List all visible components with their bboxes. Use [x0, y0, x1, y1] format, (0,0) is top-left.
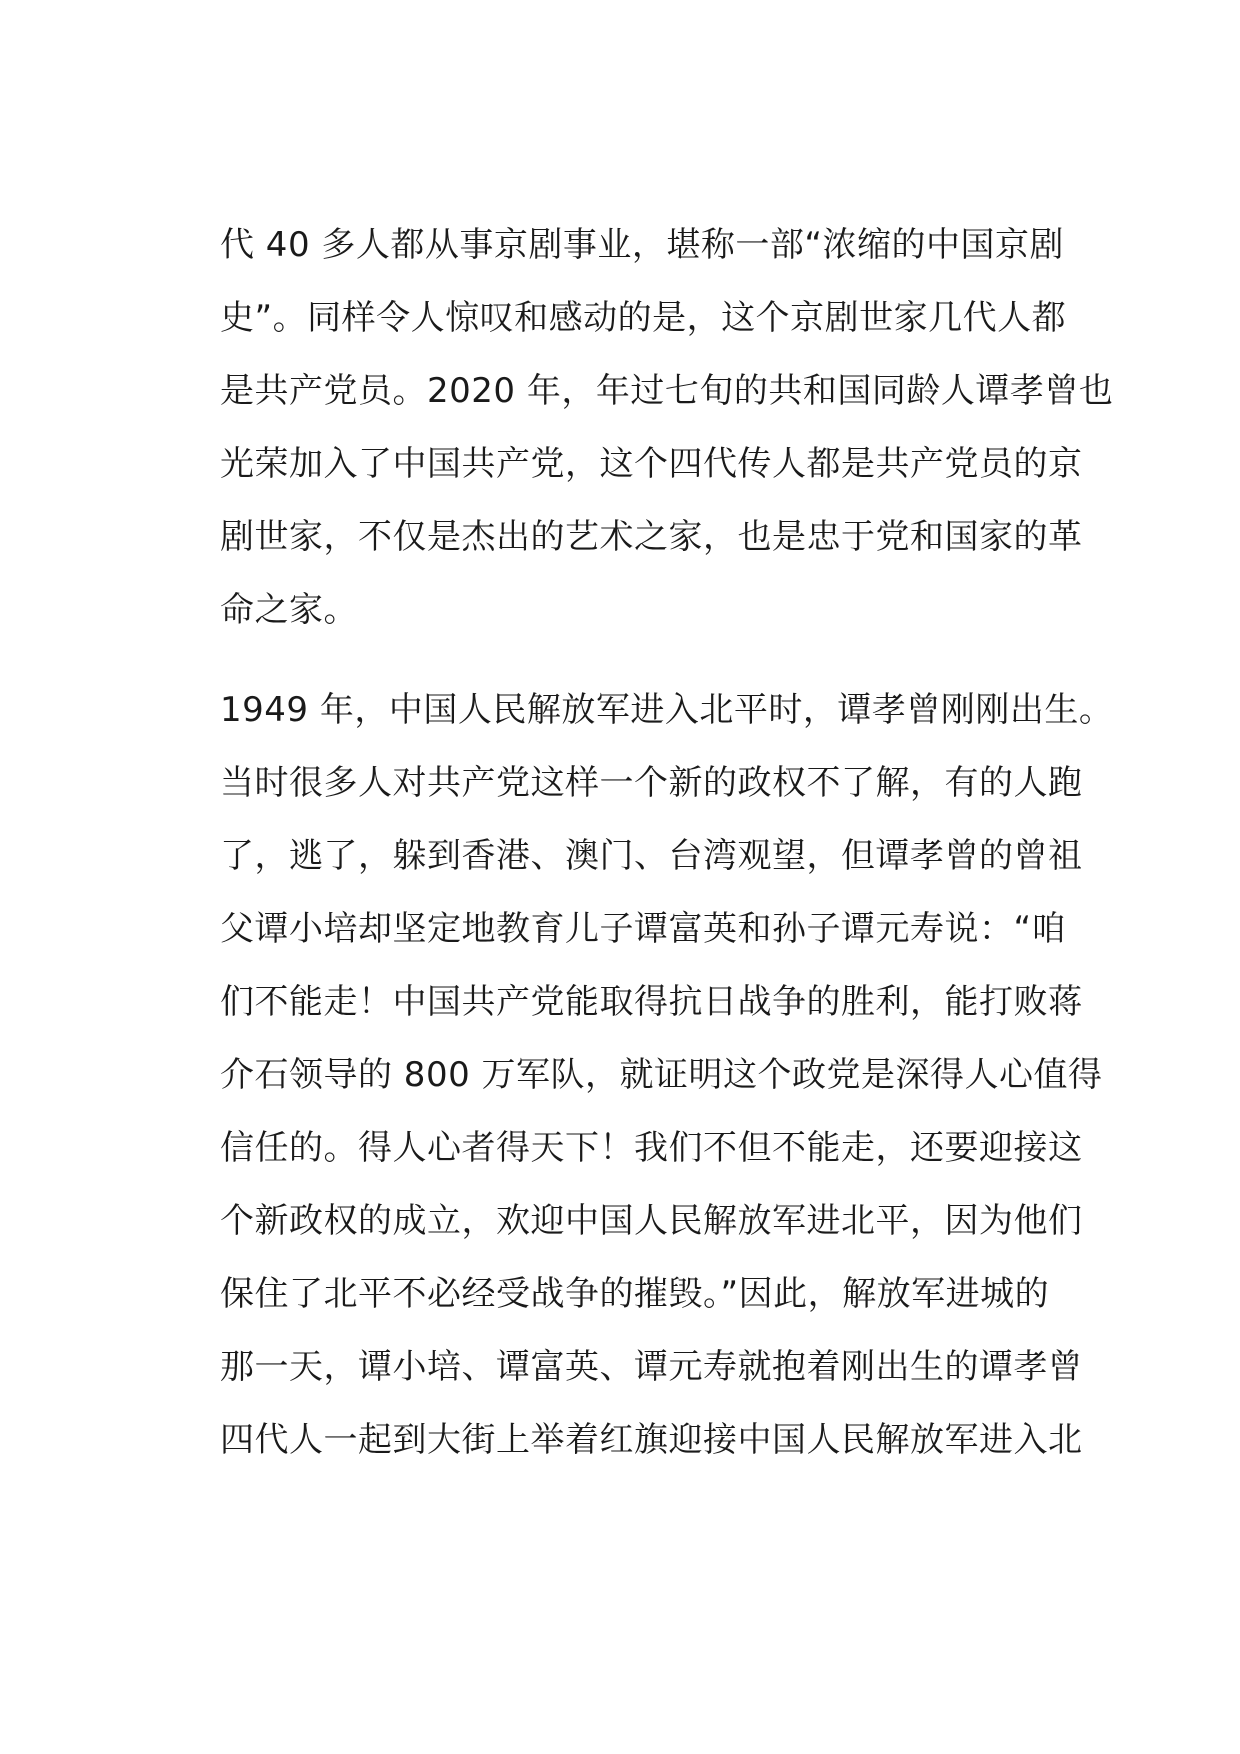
text-line: 信任的。得人心者得天下！我们不但不能走，还要迎接这 [220, 1128, 1083, 1168]
text-line: 介石领导的 800 万军队，就证明这个政党是深得人心值得 [220, 1055, 1103, 1095]
text-line: 光荣加入了中国共产党，这个四代传人都是共产党员的京 [220, 444, 1083, 484]
text-line: 剧世家，不仅是杰出的艺术之家，也是忠于党和国家的革 [220, 517, 1083, 557]
text-line: 四代人一起到大街上举着红旗迎接中国人民解放军进入北 [220, 1420, 1083, 1460]
text-line: 史”。同样令人惊叹和感动的是，这个京剧世家几代人都 [220, 298, 1067, 338]
text-line: 那一天，谭小培、谭富英、谭元寿就抱着刚出生的谭孝曾 [220, 1347, 1083, 1387]
text-line: 个新政权的成立，欢迎中国人民解放军进北平，因为他们 [220, 1201, 1083, 1241]
text-line: 们不能走！中国共产党能取得抗日战争的胜利，能打败蒋 [220, 982, 1083, 1022]
text-line: 了，逃了，躲到香港、澳门、台湾观望，但谭孝曾的曾祖 [220, 836, 1083, 876]
text-line: 命之家。 [220, 590, 358, 630]
text-line: 保住了北平不必经受战争的摧毁。”因此，解放军进城的 [220, 1274, 1050, 1314]
text-line: 代 40 多人都从事京剧事业，堪称一部“浓缩的中国京剧 [220, 225, 1064, 265]
text-line: 1949 年，中国人民解放军进入北平时，谭孝曾刚刚出生。 [220, 690, 1114, 730]
text-line: 是共产党员。2020 年，年过七旬的共和国同龄人谭孝曾也 [220, 371, 1114, 411]
text-line: 父谭小培却坚定地教育儿子谭富英和孙子谭元寿说：“咱 [220, 909, 1067, 949]
paragraph-1 [220, 209, 1114, 647]
paragraph-2 [220, 674, 1114, 1477]
text-line: 当时很多人对共产党这样一个新的政权不了解，有的人跑 [220, 763, 1083, 803]
